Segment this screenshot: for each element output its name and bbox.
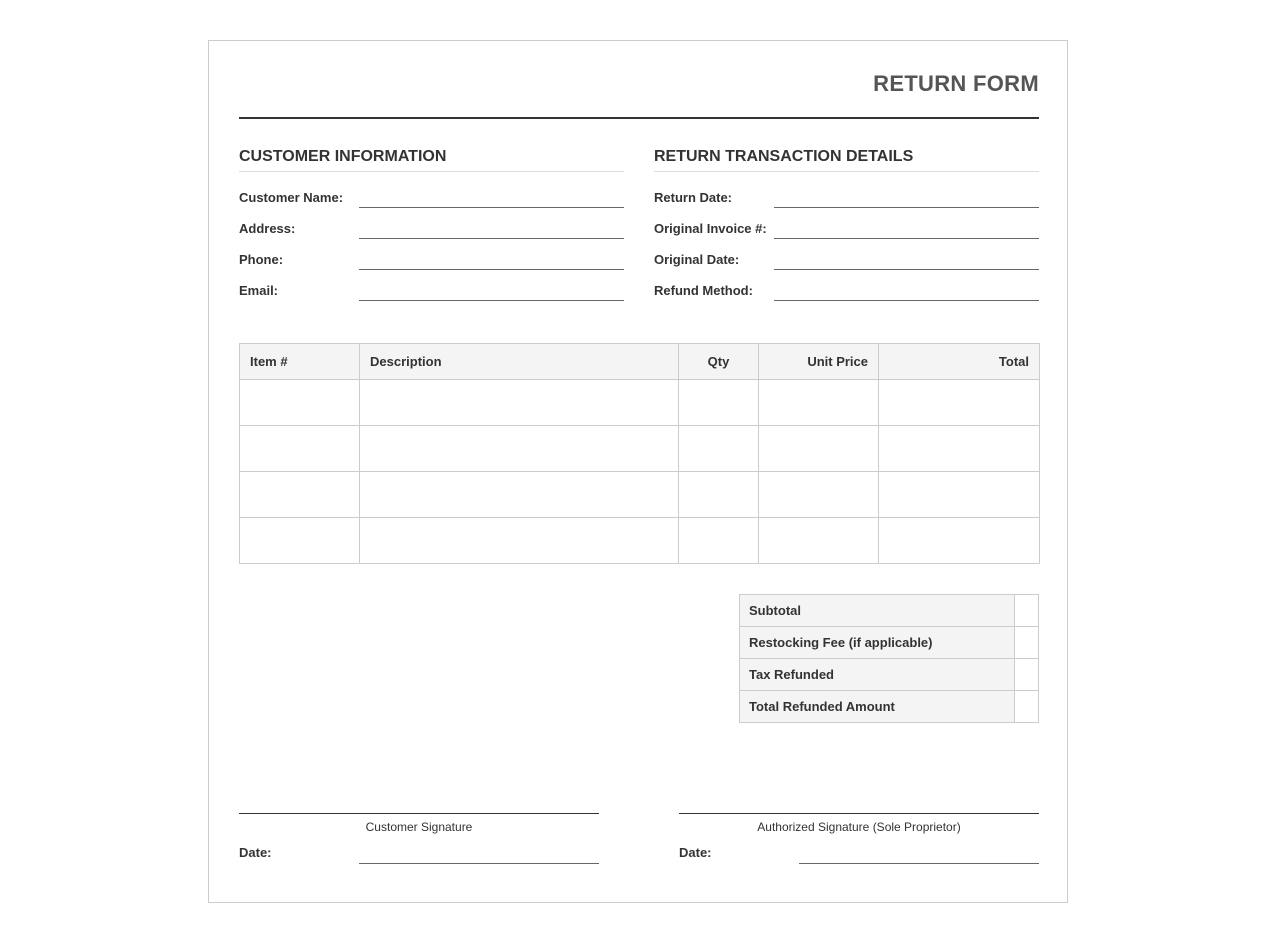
customer-date-label: Date: bbox=[239, 845, 272, 860]
item-number-cell[interactable] bbox=[240, 380, 360, 426]
original-invoice-field[interactable] bbox=[774, 238, 1039, 239]
return-transaction-heading: RETURN TRANSACTION DETAILS bbox=[654, 147, 1039, 172]
email-label: Email: bbox=[239, 283, 279, 298]
return-date-row bbox=[654, 185, 1039, 216]
description-header: Description bbox=[360, 344, 679, 380]
customer-information-heading: CUSTOMER INFORMATION bbox=[239, 147, 624, 172]
subtotal-label: Subtotal bbox=[740, 595, 1015, 627]
table-row bbox=[240, 380, 1040, 426]
qty-header: Qty bbox=[679, 344, 759, 380]
total-refunded-row bbox=[740, 691, 1039, 723]
qty-cell[interactable] bbox=[679, 472, 759, 518]
original-date-row bbox=[654, 247, 1039, 278]
authorized-date-field[interactable] bbox=[799, 863, 1039, 864]
total-header: Total bbox=[879, 344, 1040, 380]
item-number-cell[interactable] bbox=[240, 472, 360, 518]
return-date-field[interactable] bbox=[774, 207, 1039, 208]
qty-cell[interactable] bbox=[679, 380, 759, 426]
phone-row bbox=[239, 247, 624, 278]
refund-method-row bbox=[654, 278, 1039, 309]
refund-method-label: Refund Method: bbox=[654, 283, 753, 298]
refund-summary-table bbox=[739, 594, 1039, 723]
authorized-date-row bbox=[679, 840, 1039, 870]
original-date-label: Original Date: bbox=[654, 252, 740, 267]
customer-signature-line[interactable] bbox=[239, 813, 599, 814]
transaction-fields bbox=[654, 185, 1039, 309]
address-field[interactable] bbox=[359, 238, 624, 239]
unit-price-cell[interactable] bbox=[759, 518, 879, 564]
description-cell[interactable] bbox=[360, 472, 679, 518]
authorized-signature-caption: Authorized Signature (Sole Proprietor) bbox=[757, 820, 961, 834]
restocking-fee-value[interactable] bbox=[1015, 627, 1039, 659]
return-items-table bbox=[239, 343, 1040, 564]
restocking-fee-label: Restocking Fee (if applicable) bbox=[740, 627, 1015, 659]
return-transaction-section bbox=[654, 147, 1039, 309]
authorized-signature-line[interactable] bbox=[679, 813, 1039, 814]
authorized-date-label: Date: bbox=[679, 845, 712, 860]
email-field[interactable] bbox=[359, 300, 624, 301]
total-cell[interactable] bbox=[879, 518, 1040, 564]
item-number-cell[interactable] bbox=[240, 426, 360, 472]
total-refunded-label: Total Refunded Amount bbox=[740, 691, 1015, 723]
customer-name-field[interactable] bbox=[359, 207, 624, 208]
total-refunded-value[interactable] bbox=[1015, 691, 1039, 723]
return-form-page bbox=[208, 40, 1068, 903]
tax-refunded-value[interactable] bbox=[1015, 659, 1039, 691]
address-row bbox=[239, 216, 624, 247]
original-invoice-row bbox=[654, 216, 1039, 247]
customer-date-field[interactable] bbox=[359, 863, 599, 864]
item-number-header: Item # bbox=[240, 344, 360, 380]
phone-label: Phone: bbox=[239, 252, 284, 267]
table-row bbox=[240, 426, 1040, 472]
item-number-cell[interactable] bbox=[240, 518, 360, 564]
total-cell[interactable] bbox=[879, 426, 1040, 472]
unit-price-cell[interactable] bbox=[759, 380, 879, 426]
description-cell[interactable] bbox=[360, 380, 679, 426]
description-cell[interactable] bbox=[360, 426, 679, 472]
subtotal-row bbox=[740, 595, 1039, 627]
tax-refunded-label: Tax Refunded bbox=[740, 659, 1015, 691]
description-cell[interactable] bbox=[360, 518, 679, 564]
subtotal-value[interactable] bbox=[1015, 595, 1039, 627]
email-row bbox=[239, 278, 624, 309]
address-label: Address: bbox=[239, 221, 296, 236]
phone-field[interactable] bbox=[359, 269, 624, 270]
customer-signature-block bbox=[239, 813, 599, 870]
form-title: RETURN FORM bbox=[873, 71, 1039, 96]
authorized-signature-block bbox=[679, 813, 1039, 870]
restocking-fee-row bbox=[740, 627, 1039, 659]
unit-price-header: Unit Price bbox=[759, 344, 879, 380]
unit-price-cell[interactable] bbox=[759, 426, 879, 472]
table-row bbox=[240, 472, 1040, 518]
original-date-field[interactable] bbox=[774, 269, 1039, 270]
customer-date-row bbox=[239, 840, 599, 870]
customer-signature-caption: Customer Signature bbox=[365, 820, 473, 834]
title-divider bbox=[239, 117, 1039, 119]
table-row bbox=[240, 518, 1040, 564]
customer-name-row bbox=[239, 185, 624, 216]
original-invoice-label: Original Invoice #: bbox=[654, 221, 767, 236]
tax-refunded-row bbox=[740, 659, 1039, 691]
qty-cell[interactable] bbox=[679, 518, 759, 564]
customer-fields bbox=[239, 185, 624, 309]
return-date-label: Return Date: bbox=[654, 190, 733, 205]
unit-price-cell[interactable] bbox=[759, 472, 879, 518]
total-cell[interactable] bbox=[879, 380, 1040, 426]
total-cell[interactable] bbox=[879, 472, 1040, 518]
qty-cell[interactable] bbox=[679, 426, 759, 472]
refund-method-field[interactable] bbox=[774, 300, 1039, 301]
items-header-row bbox=[240, 344, 1040, 380]
customer-name-label: Customer Name: bbox=[239, 190, 344, 205]
customer-information-section bbox=[239, 147, 624, 309]
